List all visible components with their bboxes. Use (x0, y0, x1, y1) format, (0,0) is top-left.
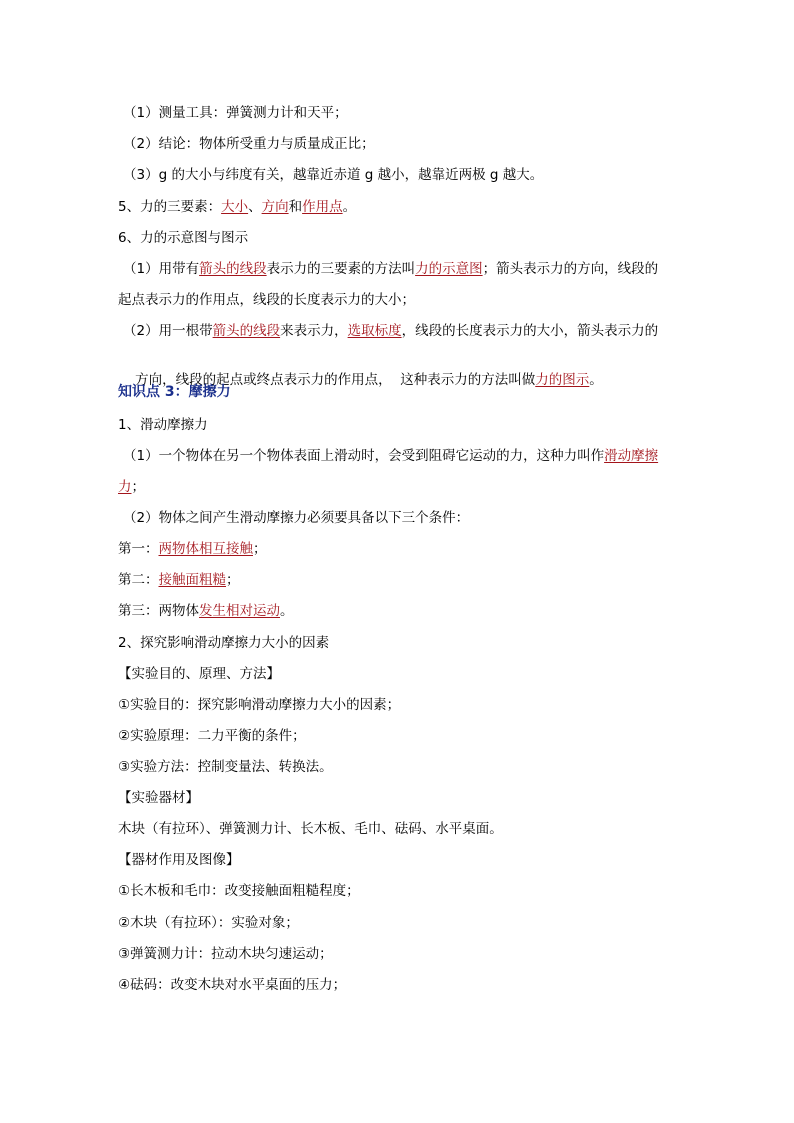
text-line (118, 602, 688, 620)
text-line: ③实验方法：控制变量法、转换法。 (118, 759, 333, 775)
text-run: 和 (288, 199, 303, 215)
text-run: 。 (342, 199, 357, 215)
text-run: 、 (248, 199, 262, 215)
text-run: （1）用带有 (123, 261, 200, 277)
underlined-answer: 两物体相互接触 (158, 541, 253, 557)
text-line (123, 322, 693, 340)
underlined-answer: 选取标度 (347, 323, 402, 339)
text-line: 【实验目的、原理、方法】 (118, 666, 280, 682)
text-line (123, 260, 693, 278)
text-run: 表示力的三要素的方法叫 (266, 261, 416, 277)
underlined-answer: 力 (118, 479, 132, 495)
text-line: （3）g 的大小与纬度有关，越靠近赤道 g 越小，越靠近两极 g 越大。 (123, 167, 544, 183)
underlined-answer: 方向 (261, 199, 289, 215)
text-line: 木块（有拉环）、弹簧测力计、长木板、毛巾、砝码、水平桌面。 (118, 821, 503, 837)
text-line: 【实验器材】 (118, 790, 199, 806)
text-line: 1、滑动摩擦力 (118, 417, 208, 433)
text-line (123, 447, 693, 465)
underlined-answer: 箭头的线段 (199, 261, 267, 277)
underlined-answer: 力的图示 (535, 372, 590, 388)
text-run: 方向，线段的起点或终点表示力的作用点， 这种表示力的方法叫做 (135, 372, 536, 388)
text-line (118, 540, 688, 558)
text-line: （2）物体之间产生滑动摩擦力必须要具备以下三个条件： (123, 510, 470, 526)
text-line: ②实验原理：二力平衡的条件； (118, 728, 306, 744)
text-line: ④砝码：改变木块对水平桌面的压力； (118, 977, 347, 993)
underlined-answer: 箭头的线段 (212, 323, 281, 339)
underlined-answer: 大小 (221, 199, 249, 215)
text-run: ； (253, 541, 267, 557)
text-run: ； (226, 572, 240, 588)
text-run: 5、力的三要素： (118, 199, 222, 215)
text-run: ，线段的长度表示力的大小，箭头表示力的 (401, 323, 659, 339)
text-run: 。 (589, 372, 603, 388)
text-run: 第一： (118, 541, 159, 557)
text-line (118, 198, 688, 216)
underlined-answer: 接触面粗糙 (158, 572, 226, 588)
text-run: （1）一个物体在另一个物体表面上滑动时，会受到阻碍它运动的力，这种力叫作 (123, 448, 605, 464)
text-line: ③弹簧测力计：拉动木块匀速运动； (118, 946, 333, 962)
underlined-answer: 滑动摩擦 (604, 448, 659, 464)
text-run: 第二： (118, 572, 159, 588)
text-run: ； (131, 479, 145, 495)
text-line: （2）结论：物体所受重力与质量成正比； (123, 136, 375, 152)
text-line: 6、力的示意图与图示 (118, 230, 249, 246)
text-run: 第三：两物体 (118, 603, 199, 619)
text-run: 来表示力， (280, 323, 348, 339)
text-line (118, 571, 688, 589)
text-line: 【器材作用及图像】 (118, 852, 240, 868)
text-line: ②木块（有拉环）：实验对象； (118, 915, 299, 931)
underlined-answer: 力的示意图 (415, 261, 483, 277)
text-line: （1）测量工具：弹簧测力计和天平； (123, 105, 348, 121)
text-line: 起点表示力的作用点，线段的长度表示力的大小； (118, 292, 415, 308)
text-run: （2）用一根带 (123, 323, 213, 339)
text-run: ；箭头表示力的方向，线段的 (482, 261, 659, 277)
underlined-answer: 发生相对运动 (199, 603, 280, 619)
text-line: ①实验目的：探究影响滑动摩擦力大小的因素； (118, 697, 401, 713)
section-heading: 知识点 3：摩擦力 (118, 384, 231, 400)
text-run: 。 (280, 603, 294, 619)
text-line: 2、探究影响滑动摩擦力大小的因素 (118, 635, 330, 651)
text-line: ①长木板和毛巾：改变接触面粗糙程度； (118, 883, 360, 899)
text-line (118, 478, 688, 496)
underlined-answer: 作用点 (302, 199, 343, 215)
